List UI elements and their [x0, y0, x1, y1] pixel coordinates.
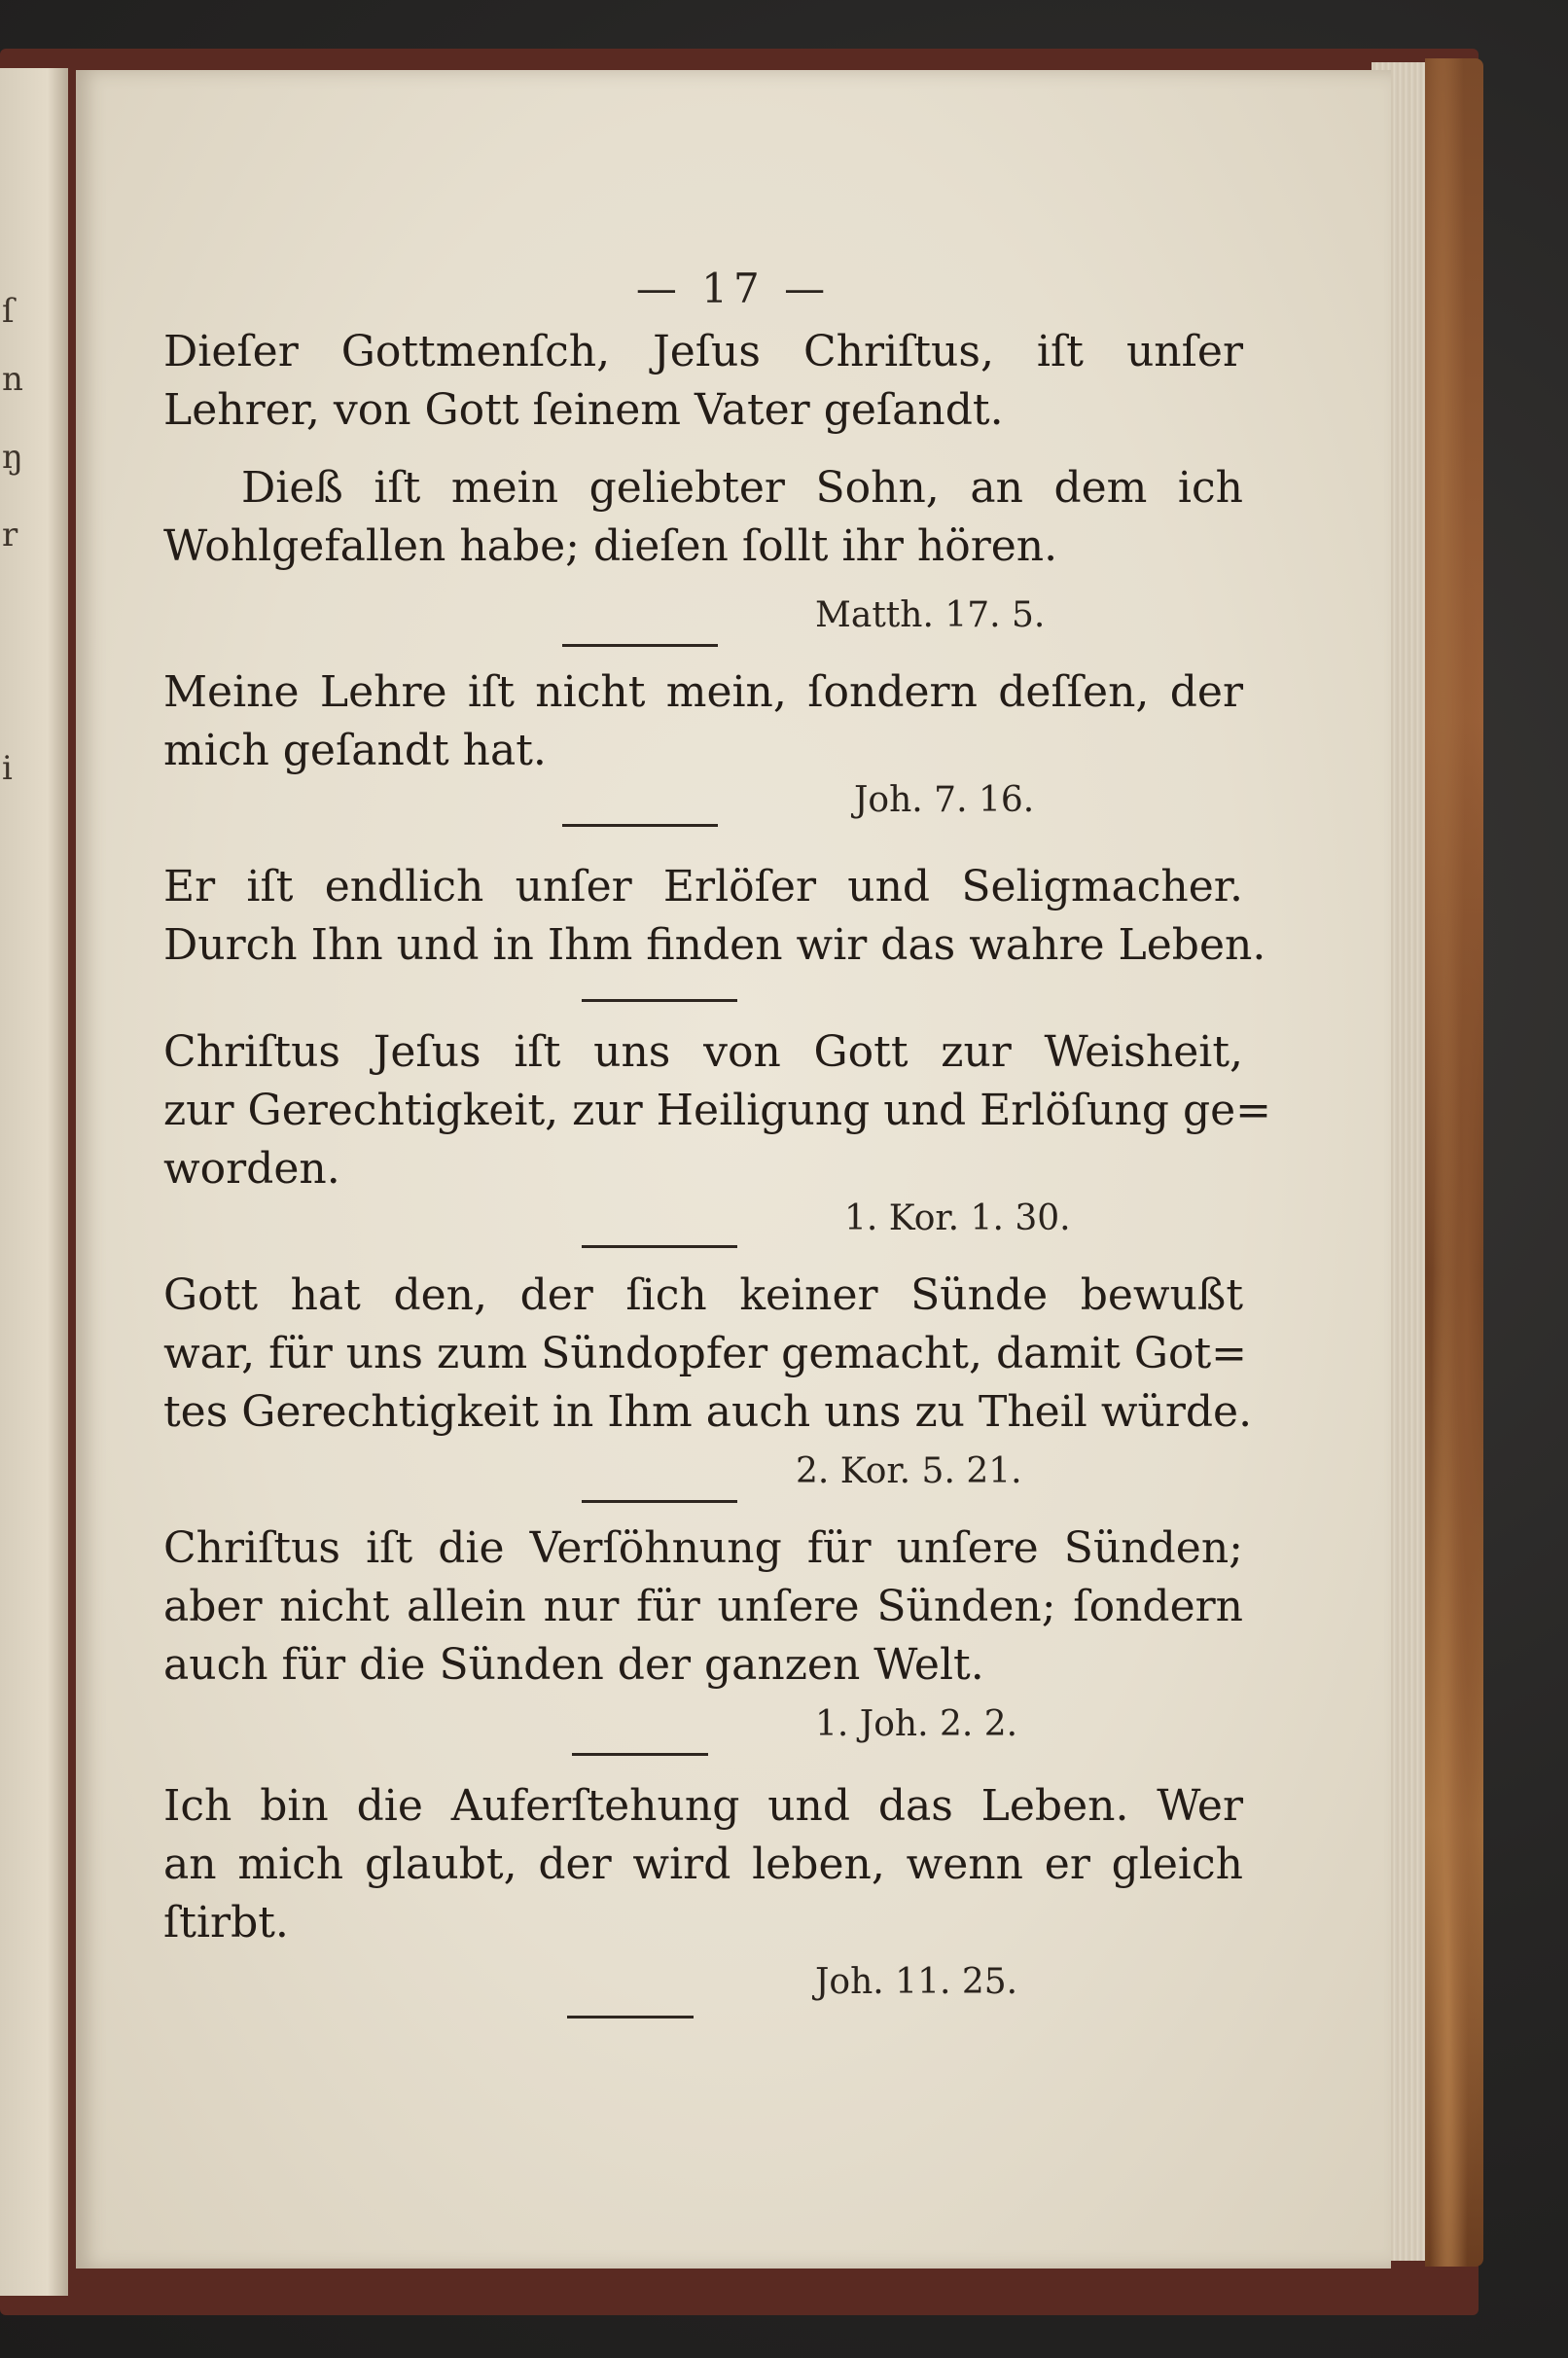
left-page-fragment: ſ — [2, 292, 15, 331]
bible-reference: 2. Kor. 5. 21. — [796, 1451, 1022, 1491]
separator-rule — [572, 1753, 708, 1756]
left-page-edge — [0, 68, 68, 2296]
passage — [163, 858, 1266, 975]
separator-rule — [582, 1245, 737, 1248]
bible-reference: 1. Joh. 2. 2. — [815, 1704, 1018, 1744]
passage — [163, 323, 1243, 440]
left-page-fragment: n — [2, 360, 23, 399]
passage-line: Durch Ihn und in Ihm finden wir das wahre Leben. — [163, 920, 1266, 970]
passage-line: Wohlgefallen habe; dieſen ſollt ihr hören. — [163, 521, 1058, 571]
passage — [163, 1519, 1243, 1695]
separator-rule — [582, 1500, 737, 1503]
bible-reference: Joh. 7. 16. — [854, 780, 1035, 820]
bible-reference: 1. Kor. 1. 30. — [844, 1198, 1071, 1238]
passage-line: Gott hat den, der ſich keiner Sünde bewußt — [163, 1270, 1243, 1320]
passage-line: Meine Lehre iſt nicht mein, ſondern deſſen, der — [163, 667, 1243, 717]
passage-line: worden. — [163, 1144, 340, 1194]
separator-rule — [582, 999, 737, 1002]
passage — [163, 663, 1243, 780]
bible-reference: Matth. 17. 5. — [815, 595, 1046, 635]
separator-rule — [567, 2016, 694, 2019]
passage-line: Chriſtus Jeſus iſt uns von Gott zur Weisheit, — [163, 1027, 1243, 1077]
passage-line: mich geſandt hat. — [163, 726, 547, 775]
passage — [163, 1267, 1253, 1442]
passage-line: Ich bin die Auferſtehung und das Leben. Wer — [163, 1781, 1243, 1831]
separator-rule — [562, 824, 718, 827]
left-page-fragment: ŋ — [2, 438, 23, 477]
passage-line: Chriſtus iſt die Verſöhnung für unſere Sünden; — [163, 1523, 1243, 1573]
passage — [163, 1023, 1272, 1198]
passage-line: Lehrer, von Gott ſeinem Vater geſandt. — [163, 385, 1004, 435]
passage-line: Er iſt endlich unſer Erlöſer und Seligmacher. — [163, 862, 1243, 911]
passage-line: ſtirbt. — [163, 1898, 289, 1947]
passage-line: an mich glaubt, der wird leben, wenn er gleich — [163, 1840, 1243, 1889]
passage-line: auch für die Sünden der ganzen Welt. — [163, 1640, 984, 1690]
passage-line: tes Gerechtigkeit in Ihm auch uns zu Theil würde. — [163, 1387, 1253, 1437]
marbled-cover-edge — [1425, 58, 1483, 2267]
passage-line: Dieß iſt mein geliebter Sohn, an dem ich — [241, 463, 1243, 513]
separator-rule — [562, 644, 718, 647]
passage-line: Dieſer Gottmenſch, Jeſus Chriſtus, iſt unſer — [163, 327, 1243, 376]
page-number: — 17 — — [635, 265, 832, 312]
book-page — [76, 70, 1391, 2269]
passage-line: aber nicht allein nur für unſere Sünden; ſondern — [163, 1582, 1243, 1631]
left-page-fragment: i — [2, 749, 13, 788]
passage — [163, 1777, 1243, 1952]
bible-reference: Joh. 11. 25. — [815, 1962, 1018, 2002]
passage-line: war, für uns zum Sündopfer gemacht, damit Got= — [163, 1329, 1248, 1378]
left-page-fragment: r — [2, 516, 18, 554]
passage-line: zur Gerechtigkeit, zur Heiligung und Erlöſung ge= — [163, 1086, 1272, 1135]
passage — [163, 459, 1243, 576]
